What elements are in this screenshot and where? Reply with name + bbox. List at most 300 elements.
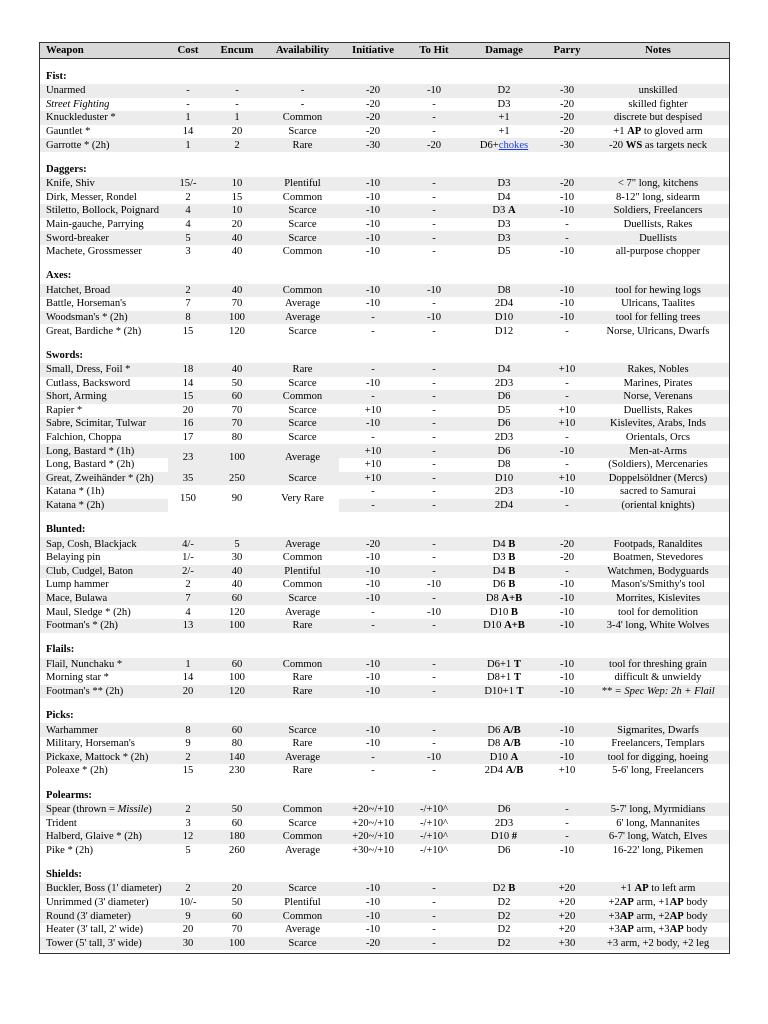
table-row xyxy=(40,324,729,338)
cell-weapon: Sap, Cosh, Blackjack xyxy=(40,537,168,551)
cell-weapon: Dirk, Messer, Rondel xyxy=(46,191,137,203)
cell-avail: Scarce xyxy=(288,125,317,137)
cell-hit: - xyxy=(407,537,461,551)
cell-notes: +3AP arm, +3AP body xyxy=(608,924,708,936)
table-row xyxy=(40,191,729,205)
cell-avail: Scarce xyxy=(266,723,339,737)
cell-init: - xyxy=(339,311,407,325)
cell-parry: - xyxy=(547,830,587,844)
table-row xyxy=(40,472,729,486)
cell-weapon: Military, Horseman's xyxy=(46,738,135,750)
cell-notes: (Soldiers), Mercenaries xyxy=(608,459,708,471)
cell-encum: 70 xyxy=(231,924,243,936)
cell-damage: D6 xyxy=(497,844,511,856)
cell-parry: - xyxy=(565,325,569,337)
cell-cost: 14 xyxy=(182,377,194,389)
cell-avail: Average xyxy=(284,298,321,310)
cell-hit: - xyxy=(407,363,461,377)
section-spacer xyxy=(40,698,729,708)
cell-encum: 40 xyxy=(208,231,266,245)
cell-parry: -10 xyxy=(559,606,575,618)
cell-cost: 9 xyxy=(168,909,208,923)
cell-damage: D6 xyxy=(461,417,547,431)
cell-parry: -20 xyxy=(547,111,587,125)
section-heading-row xyxy=(40,867,729,882)
table-row xyxy=(40,923,729,937)
cell-damage: D5 xyxy=(497,246,511,258)
cell-weapon: Buckler, Boss (1' diameter) xyxy=(40,882,168,896)
cell-avail: Common xyxy=(266,284,339,298)
cell-notes: Duellists, Rakes xyxy=(623,404,693,416)
cell-parry: -10 xyxy=(547,284,587,298)
cell-weapon: Flail, Nunchaku * xyxy=(40,658,168,672)
cell-avail: Average xyxy=(284,924,321,936)
cell-cost: - xyxy=(186,98,190,110)
section-heading-row xyxy=(40,269,729,284)
cell-notes: 6' long, Mannanites xyxy=(616,817,700,829)
cell-damage: D8+1 T xyxy=(487,672,521,684)
cell-weapon: Trident xyxy=(46,817,77,829)
cell-notes: Soldiers, Freelancers xyxy=(587,204,729,218)
cell-hit: - xyxy=(407,723,461,737)
cell-avail: Average xyxy=(266,444,339,471)
cell-encum: 60 xyxy=(231,817,243,829)
cell-init: +10 xyxy=(364,459,382,471)
cell-parry: -20 xyxy=(547,537,587,551)
cell-encum: 1 xyxy=(208,111,266,125)
cell-encum: 90 xyxy=(231,493,243,505)
table-row xyxy=(40,578,729,592)
cell-parry: -10 xyxy=(547,685,587,699)
cell-parry: - xyxy=(547,803,587,817)
section-spacer xyxy=(40,857,729,867)
table-row xyxy=(40,204,729,218)
cell-avail: Average xyxy=(266,751,339,765)
cell-cost: 2 xyxy=(168,751,208,765)
cell-cost: 2/- xyxy=(168,565,208,579)
cell-hit: - xyxy=(407,417,461,431)
cell-cost: 4 xyxy=(185,218,191,230)
table-row xyxy=(40,84,729,98)
cell-parry: - xyxy=(565,459,569,471)
cell-hit: - xyxy=(407,685,461,699)
cell-init: -10 xyxy=(339,177,407,191)
cell-cost: 7 xyxy=(185,298,191,310)
cell-parry: - xyxy=(547,390,587,404)
cell-init: -10 xyxy=(339,658,407,672)
cell-init: -20 xyxy=(339,537,407,551)
cell-damage: D10 B xyxy=(490,606,518,618)
cell-damage: D8 A+B xyxy=(461,592,547,606)
cell-weapon: Spear (thrown = Missile) xyxy=(40,803,168,817)
table-end-spacer xyxy=(40,950,729,953)
section-title: Picks: xyxy=(40,708,729,723)
section-title: Blunted: xyxy=(40,522,729,537)
cell-weapon: Stiletto, Bollock, Poignard xyxy=(40,204,168,218)
cell-damage: +1 xyxy=(461,111,547,125)
cell-parry: -10 xyxy=(559,298,575,310)
cell-encum: 70 xyxy=(231,298,243,310)
table-row xyxy=(40,896,729,910)
weapons-table xyxy=(40,43,729,953)
cell-avail: Average xyxy=(266,537,339,551)
section-spacer xyxy=(40,778,729,788)
cell-init: - xyxy=(339,751,407,765)
cell-init: -10 xyxy=(365,924,381,936)
cell-damage: D8 xyxy=(497,459,511,471)
cell-cost: 16 xyxy=(168,417,208,431)
cell-damage: D6 xyxy=(461,390,547,404)
section-title: Polearms: xyxy=(40,788,729,803)
cell-init: -10 xyxy=(339,723,407,737)
header-weapon: Weapon xyxy=(40,43,168,59)
cell-avail: Plentiful xyxy=(284,896,321,908)
cell-hit: - xyxy=(432,298,436,310)
cell-parry: -10 xyxy=(559,191,575,203)
cell-weapon: Great, Zweihänder * (2h) xyxy=(40,472,168,486)
cell-cost: 5 xyxy=(168,231,208,245)
cell-encum: 50 xyxy=(208,803,266,817)
cell-notes: Ulricans, Taalites xyxy=(621,298,695,310)
cell-weapon: Falchion, Choppa xyxy=(46,432,122,444)
cell-parry: +10 xyxy=(558,404,576,416)
cell-hit: - xyxy=(407,565,461,579)
cell-avail: Very Rare xyxy=(281,493,324,505)
table-row xyxy=(40,565,729,579)
cell-avail: Rare xyxy=(266,138,339,152)
cell-damage: D3 B xyxy=(492,552,516,564)
cell-notes: discrete but despised xyxy=(587,111,729,125)
cell-init: +10 xyxy=(339,472,407,486)
table-row xyxy=(40,245,729,259)
cell-hit: - xyxy=(432,377,436,389)
cell-damage: 2D3 xyxy=(494,432,514,444)
table-row xyxy=(40,592,729,606)
cell-notes: tool for felling trees xyxy=(587,311,729,325)
cell-encum: 70 xyxy=(208,417,266,431)
cell-avail: Scarce xyxy=(266,937,339,951)
cell-cost: 14 xyxy=(182,672,194,684)
cell-damage: D2 B xyxy=(461,882,547,896)
cell-damage: D5 xyxy=(497,404,511,416)
cell-cost: 10/- xyxy=(179,896,197,908)
cell-avail: Scarce xyxy=(266,592,339,606)
cell-notes: Duellists xyxy=(587,231,729,245)
cell-parry: -10 xyxy=(547,723,587,737)
cell-hit: - xyxy=(432,246,436,258)
cell-init: +10 xyxy=(364,404,382,416)
cell-weapon: Gauntlet * xyxy=(46,125,91,137)
cell-encum: 60 xyxy=(208,909,266,923)
cell-weapon: Halberd, Glaive * (2h) xyxy=(40,830,168,844)
cell-hit: - xyxy=(432,896,436,908)
cell-init: -10 xyxy=(339,882,407,896)
cell-notes: ** = Spec Wep: 2h + Flail xyxy=(587,685,729,699)
cell-avail: Rare xyxy=(266,363,339,377)
cell-notes: 16-22' long, Pikemen xyxy=(612,844,704,856)
cell-avail: Common xyxy=(266,803,339,817)
cell-init: -10 xyxy=(339,685,407,699)
chokes-link[interactable]: chokes xyxy=(498,139,529,151)
cell-parry: +20 xyxy=(547,882,587,896)
cell-init: -10 xyxy=(365,218,381,230)
cell-init: -10 xyxy=(339,284,407,298)
cell-notes: Footpads, Ranaldites xyxy=(587,537,729,551)
cell-cost: 2 xyxy=(168,284,208,298)
cell-damage: D4 B xyxy=(461,565,547,579)
section-heading-row xyxy=(40,162,729,177)
cell-init: +30~/+10 xyxy=(352,844,394,856)
cell-init: -10 xyxy=(365,579,381,591)
cell-parry: +30 xyxy=(547,937,587,951)
cell-parry: - xyxy=(547,499,587,513)
cell-parry: +10 xyxy=(547,363,587,377)
cell-weapon: Lump hammer xyxy=(46,579,109,591)
header-cost: Cost xyxy=(168,43,208,59)
cell-hit: - xyxy=(407,444,461,458)
cell-weapon: Footman's * (2h) xyxy=(40,619,168,633)
cell-hit: -10 xyxy=(407,311,461,325)
cell-cost: 9 xyxy=(185,738,191,750)
cell-parry: -20 xyxy=(547,177,587,191)
cell-weapon: Footman's ** (2h) xyxy=(40,685,168,699)
section-spacer xyxy=(40,512,729,522)
cell-notes: Norse, Verenans xyxy=(587,390,729,404)
cell-encum: 60 xyxy=(208,723,266,737)
cell-init: +20~/+10 xyxy=(339,830,407,844)
table-row xyxy=(40,417,729,431)
cell-encum: 100 xyxy=(208,444,266,471)
cell-cost: 20 xyxy=(182,924,194,936)
cell-encum: 20 xyxy=(208,882,266,896)
cell-parry: +10 xyxy=(547,472,587,486)
cell-parry: -20 xyxy=(559,98,575,110)
cell-parry: - xyxy=(565,218,569,230)
cell-damage: D12 xyxy=(494,325,514,337)
cell-cost: 1 xyxy=(168,658,208,672)
cell-init: +20~/+10 xyxy=(352,817,394,829)
table-row xyxy=(40,284,729,298)
table-row xyxy=(40,125,729,139)
cell-encum: - xyxy=(208,84,266,98)
cell-notes: Norse, Ulricans, Dwarfs xyxy=(606,325,710,337)
cell-encum: 80 xyxy=(231,432,243,444)
cell-encum: 40 xyxy=(208,565,266,579)
cell-weapon: Sabre, Scimitar, Tulwar xyxy=(40,417,168,431)
cell-init: -20 xyxy=(365,125,381,137)
cell-weapon: Street Fighting xyxy=(46,98,110,110)
cell-weapon: Katana * (1h) xyxy=(46,486,105,498)
table-row xyxy=(40,98,729,112)
cell-cost: 4 xyxy=(168,204,208,218)
cell-weapon: Great, Bardiche * (2h) xyxy=(46,325,142,337)
cell-parry: -30 xyxy=(547,84,587,98)
cell-cost: 3 xyxy=(185,246,191,258)
cell-weapon: Machete, Grossmesser xyxy=(46,246,142,258)
cell-parry: -10 xyxy=(547,619,587,633)
cell-init: - xyxy=(339,363,407,377)
cell-encum: 80 xyxy=(231,738,243,750)
cell-cost: - xyxy=(168,84,208,98)
cell-hit: -/+10^ xyxy=(419,844,448,856)
cell-damage: D10 A xyxy=(461,751,547,765)
cell-parry: +20 xyxy=(547,909,587,923)
table-row xyxy=(40,937,729,951)
cell-encum: 20 xyxy=(231,218,243,230)
section-heading-row xyxy=(40,522,729,537)
cell-cost: 20 xyxy=(182,404,194,416)
cell-parry: -10 xyxy=(559,844,575,856)
cell-notes: Duellists, Rakes xyxy=(623,218,693,230)
cell-hit: -10 xyxy=(407,84,461,98)
cell-init: -10 xyxy=(339,231,407,245)
cell-notes: tool for demolition xyxy=(617,606,699,618)
cell-hit: - xyxy=(432,924,436,936)
cell-damage: D3 xyxy=(461,177,547,191)
cell-notes: Freelancers, Templars xyxy=(611,738,705,750)
cell-damage: 2D3 xyxy=(494,817,514,829)
cell-notes: Kislevites, Arabs, Inds xyxy=(587,417,729,431)
cell-hit: - xyxy=(407,472,461,486)
cell-encum: 2 xyxy=(208,138,266,152)
cell-notes: Doppelsöldner (Mercs) xyxy=(587,472,729,486)
cell-weapon: Sword-breaker xyxy=(40,231,168,245)
cell-damage: D3 xyxy=(461,231,547,245)
header-parry: Parry xyxy=(547,43,587,59)
cell-notes: +3AP arm, +2AP body xyxy=(587,909,729,923)
table-row xyxy=(40,551,729,565)
cell-hit: - xyxy=(407,499,461,513)
cell-weapon: Tower (5' tall, 3' wide) xyxy=(40,937,168,951)
cell-cost: 17 xyxy=(182,432,194,444)
section-title: Flails: xyxy=(40,643,729,658)
cell-weapon: Belaying pin xyxy=(46,552,101,564)
cell-cost: 3 xyxy=(185,817,191,829)
cell-notes: Men-at-Arms xyxy=(587,444,729,458)
header-damage: Damage xyxy=(461,43,547,59)
cell-hit: - xyxy=(432,486,436,498)
header-to-hit: To Hit xyxy=(407,43,461,59)
cell-notes: difficult & unwieldy xyxy=(614,672,702,684)
cell-damage: D8 A/B xyxy=(487,738,521,750)
table-header-row xyxy=(40,43,729,59)
cell-hit: -20 xyxy=(407,138,461,152)
table-row xyxy=(40,390,729,404)
cell-parry: -20 xyxy=(559,552,575,564)
cell-avail: Common xyxy=(266,830,339,844)
cell-damage: D4 xyxy=(497,191,511,203)
table-body xyxy=(40,59,729,954)
cell-notes: 6-7' long, Watch, Elves xyxy=(587,830,729,844)
cell-init: -20 xyxy=(339,84,407,98)
cell-damage: D10 xyxy=(461,311,547,325)
cell-avail: - xyxy=(266,84,339,98)
cell-encum: 140 xyxy=(208,751,266,765)
cell-weapon: Long, Bastard * (1h) xyxy=(40,444,168,458)
cell-encum: 5 xyxy=(208,537,266,551)
cell-cost: 2 xyxy=(168,803,208,817)
cell-cost: 8 xyxy=(168,311,208,325)
cell-encum: - xyxy=(235,98,239,110)
cell-avail: Scarce xyxy=(266,472,339,486)
table-row xyxy=(40,844,729,858)
cell-damage: D6 A/B xyxy=(461,723,547,737)
cell-cost: 1 xyxy=(168,138,208,152)
cell-notes: 3-4' long, White Wolves xyxy=(587,619,729,633)
cell-damage: D10 # xyxy=(461,830,547,844)
cell-weapon: Poleaxe * (2h) xyxy=(46,765,108,777)
cell-weapon: Knuckleduster * xyxy=(40,111,168,125)
section-heading-row xyxy=(40,348,729,363)
cell-avail: Common xyxy=(282,191,323,203)
cell-damage: D10+1 T xyxy=(461,685,547,699)
cell-damage: D2 xyxy=(497,896,511,908)
cell-hit: -/+10^ xyxy=(407,830,461,844)
cell-damage: D6 B xyxy=(492,579,516,591)
cell-encum: 250 xyxy=(208,472,266,486)
section-title: Fist: xyxy=(40,69,729,84)
cell-hit: - xyxy=(407,909,461,923)
cell-weapon: Garrotte * (2h) xyxy=(40,138,168,152)
header-notes: Notes xyxy=(587,43,729,59)
cell-parry: -10 xyxy=(559,246,575,258)
cell-avail: Rare xyxy=(292,765,313,777)
table-row xyxy=(40,377,729,391)
cell-parry: -10 xyxy=(559,672,575,684)
cell-encum: 30 xyxy=(231,552,243,564)
cell-hit: - xyxy=(432,738,436,750)
cell-weapon: Heater (3' tall, 2' wide) xyxy=(46,924,144,936)
cell-notes: Boatmen, Stevedores xyxy=(612,552,704,564)
cell-encum: 20 xyxy=(231,125,243,137)
cell-damage: 2D3 xyxy=(494,486,514,498)
cell-avail: Plentiful xyxy=(266,177,339,191)
cell-encum: 70 xyxy=(231,404,243,416)
cell-parry: - xyxy=(565,377,569,389)
cell-damage: D3 xyxy=(497,218,511,230)
cell-init: -10 xyxy=(365,738,381,750)
cell-avail: Scarce xyxy=(288,432,317,444)
cell-avail: Scarce xyxy=(288,377,317,389)
cell-damage: D3 xyxy=(497,98,511,110)
table-row xyxy=(40,803,729,817)
cell-avail: Common xyxy=(266,390,339,404)
cell-damage: 2D4 A/B xyxy=(484,765,524,777)
cell-avail: Rare xyxy=(292,672,313,684)
cell-hit: - xyxy=(432,672,436,684)
cell-init: -20 xyxy=(339,111,407,125)
cell-cost: 14 xyxy=(182,125,194,137)
cell-init: -10 xyxy=(365,672,381,684)
cell-hit: - xyxy=(407,231,461,245)
cell-notes: Mason's/Smithy's tool xyxy=(611,579,705,591)
cell-avail: Average xyxy=(284,606,321,618)
table-row xyxy=(40,605,729,619)
cell-parry: -30 xyxy=(547,138,587,152)
cell-hit: - xyxy=(407,937,461,951)
cell-parry: - xyxy=(565,817,569,829)
cell-notes: skilled fighter xyxy=(628,98,688,110)
cell-notes: Rakes, Nobles xyxy=(587,363,729,377)
cell-damage: D2 xyxy=(461,84,547,98)
cell-notes: tool for threshing grain xyxy=(587,658,729,672)
cell-encum: 120 xyxy=(208,685,266,699)
cell-init: -10 xyxy=(339,565,407,579)
cell-encum: 100 xyxy=(208,619,266,633)
cell-weapon: Hatchet, Broad xyxy=(40,284,168,298)
cell-parry: +20 xyxy=(558,896,576,908)
cell-cost: 15/- xyxy=(168,177,208,191)
